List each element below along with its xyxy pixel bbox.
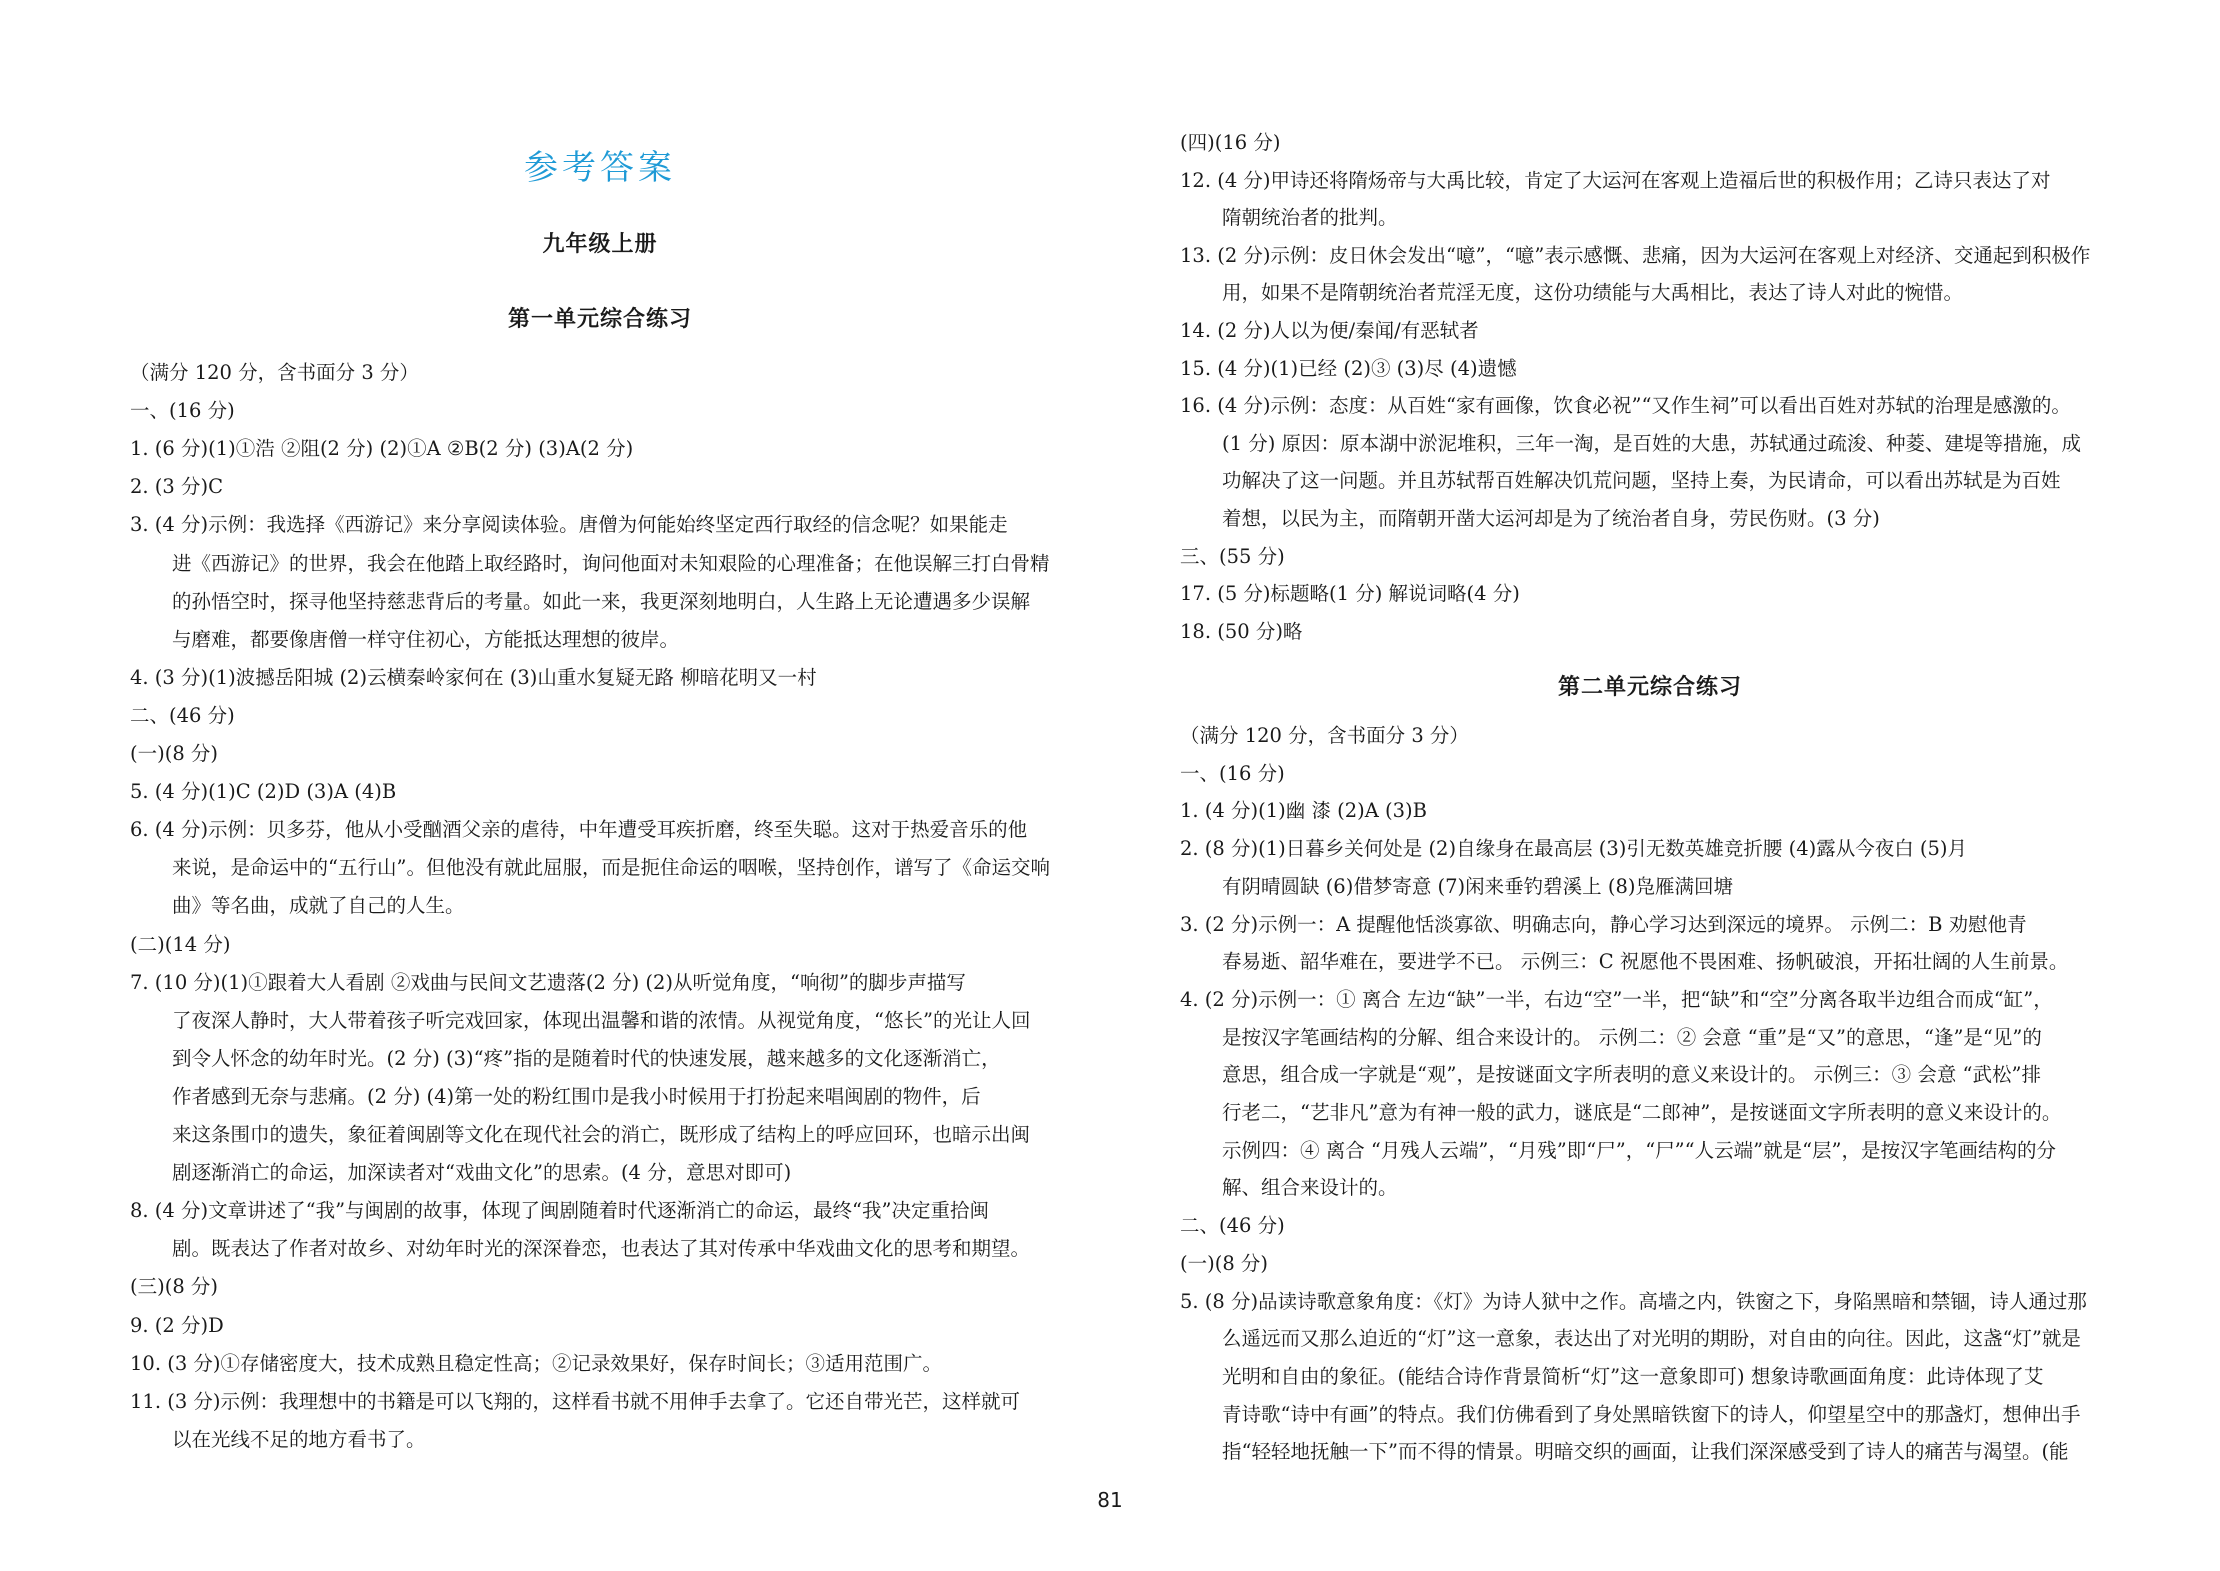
grade-title: 九年级上册 xyxy=(542,232,658,257)
answer-line: 作者感到无奈与悲痛。(2 分) (4)第一处的粉红围巾是我小时候用于打扮起来唱闽剧的物件，后 xyxy=(172,1084,981,1108)
answer-line: 3. (2 分)示例一：A 提醒他恬淡寡欲、明确志向，静心学习达到深远的境界。 示例二：B 劝慰他青 xyxy=(1180,912,2027,936)
answer-line: 行老二，“艺非凡”意为有神一般的武力，谜底是“二郎神”，是按谜面文字所表明的意义来设计的。 xyxy=(1222,1101,2062,1124)
answer-line: 功解决了这一问题。并且苏轼帮百姓解决饥荒问题，坚持上奏，为民请命，可以看出苏轼是为百姓 xyxy=(1222,469,2061,493)
answer-line: （满分 120 分，含书面分 3 分） xyxy=(1180,724,1469,747)
answer-line: 2. (3 分)C xyxy=(130,475,224,499)
answer-line: 17. (5 分)标题略(1 分) 解说词略(4 分) xyxy=(1180,582,1520,606)
answer-line: 5. (4 分)(1)C (2)D (3)A (4)B xyxy=(130,780,397,804)
answer-line: 示例四：④ 离合 “月残人云端”，“月残”即“尸”，“尸”“人云端”就是“层”，是按汉字笔画结构的分 xyxy=(1222,1138,2057,1162)
answer-line: 10. (3 分)①存储密度大，技术成熟且稳定性高；②记录效果好，保存时间长；③适用范围广。 xyxy=(130,1351,943,1375)
answer-line: 来这条围巾的遗失，象征着闽剧等文化在现代社会的消亡，既形成了结构上的呼应回环，也暗示出闽 xyxy=(172,1123,1031,1146)
answer-line: 以在光线不足的地方看书了。 xyxy=(172,1427,426,1451)
answer-line: 18. (50 分)略 xyxy=(1180,619,1303,643)
answer-line: (一)(8 分) xyxy=(1180,1251,1269,1275)
answer-line: 的孙悟空时，探寻他坚持慈悲背后的考量。如此一来，我更深刻地明白，人生路上无论遭遇多少误解 xyxy=(172,589,1031,613)
answer-line: 是按汉字笔画结构的分解、组合来设计的。 示例二：② 会意 “重”是“又”的意思，“逢”是“见”的 xyxy=(1222,1025,2042,1049)
answer-line: (四)(16 分) xyxy=(1180,131,1281,154)
answer-line: 解、组合来设计的。 xyxy=(1222,1176,1398,1200)
answer-line: 三、(55 分) xyxy=(1180,544,1285,568)
answer-line: 4. (2 分)示例一：① 离合 左边“缺”一半，右边“空”一半，把“缺”和“空”分离各取半边组合而成“缸”， xyxy=(1180,987,2053,1011)
answer-line: 剧。既表达了作者对故乡、对幼年时光的深深眷恋，也表达了其对传承中华戏曲文化的思考和期望。 xyxy=(172,1237,1031,1261)
answer-line: 意思，组合成一字就是“观”，是按谜面文字所表明的意义来设计的。 示例三：③ 会意 “武松”排 xyxy=(1222,1063,2041,1087)
answer-line: 与磨难，都要像唐僧一样守住初心，方能抵达理想的彼岸。 xyxy=(172,627,680,651)
answer-line: 2. (8 分)(1)日暮乡关何处是 (2)自缘身在最高层 (3)引无数英雄竞折腰 (4)露从今夜白 (5)月 xyxy=(1180,837,1968,861)
unit2-heading: 第二单元综合练习 xyxy=(1557,675,1742,700)
answer-line: 曲》等名曲，成就了自己的人生。 xyxy=(172,894,465,918)
answer-line: 光明和自由的象征。(能结合诗作背景简析“灯”这一意象即可) 想象诗歌画面角度：此诗体现了艾 xyxy=(1222,1364,2044,1388)
answer-line: (二)(14 分) xyxy=(130,932,231,956)
answer-line: 来说，是命运中的“五行山”。但他没有就此屈服，而是扼住命运的咽喉，坚持创作，谱写了《命运交响 xyxy=(172,856,1050,880)
answer-line: 4. (3 分)(1)波撼岳阳城 (2)云横秦岭家何在 (3)山重水复疑无路 柳暗花明又一村 xyxy=(130,665,817,689)
answer-line: 二、(46 分) xyxy=(130,703,235,727)
answer-line: 指“轻轻地抚触一下”而不得的情景。明暗交织的画面，让我们深深感受到了诗人的痛苦与渴望。(能 xyxy=(1222,1440,2069,1464)
answer-line: 8. (4 分)文章讲述了“我”与闽剧的故事，体现了闽剧随着时代逐渐消亡的命运，最终“我”决定重拾闽 xyxy=(130,1199,990,1223)
answer-line: 了夜深人静时，大人带着孩子听完戏回家，体现出温馨和谐的浓情。从视觉角度，“悠长”的光让人回 xyxy=(172,1008,1031,1032)
answer-line: 9. (2 分)D xyxy=(130,1313,224,1337)
answer-line: 进《西游记》的世界，我会在他踏上取经路时，询问他面对未知艰险的心理准备；在他误解三打白骨精 xyxy=(172,551,1050,575)
answer-line: 6. (4 分)示例：贝多芬，他从小受酗酒父亲的虐待，中年遭受耳疾折磨，终至失聪。这对于热爱音乐的他 xyxy=(130,818,1028,842)
answer-line: (1 分) 原因：原本湖中淤泥堆积，三年一淘，是百姓的大患，苏轼通过疏浚、种菱、建堤等措施，成 xyxy=(1222,431,2082,455)
answer-line: (三)(8 分) xyxy=(130,1275,219,1299)
answer-line: 春易逝、韶华难在，要进学不已。 示例三：C 祝愿他不畏困难、扬帆破浪，开拓壮阔的人生前景。 xyxy=(1222,950,2069,974)
answer-line: (一)(8 分) xyxy=(130,742,219,765)
answer-line: 3. (4 分)示例：我选择《西游记》来分享阅读体验。唐僧为何能始终坚定西行取经的信念呢？如果能走 xyxy=(130,513,1008,537)
answer-line: （满分 120 分，含书面分 3 分） xyxy=(130,361,419,384)
answer-line: 用，如果不是隋朝统治者荒淫无度，这份功绩能与大禹相比，表达了诗人对此的惋惜。 xyxy=(1222,281,1964,305)
unit1-heading: 第一单元综合练习 xyxy=(507,307,692,332)
answer-line: 13. (2 分)示例：皮日休会发出“噫”，“噫”表示感慨、悲痛，因为大运河在客观上对经济、交通起到积极作 xyxy=(1180,243,2091,267)
answer-line: 到令人怀念的幼年时光。(2 分) (3)“疼”指的是随着时代的快速发展，越来越多的文化逐渐消亡， xyxy=(172,1046,1001,1070)
answer-line: 7. (10 分)(1)①跟着大人看剧 ②戏曲与民间文艺遗落(2 分) (2)从听觉角度，“响彻”的脚步声描写 xyxy=(130,970,966,994)
answer-line: 16. (4 分)示例：态度：从百姓“家有画像，饮食必祝”“又作生祠”可以看出百姓对苏轼的治理是感激的。 xyxy=(1180,394,2071,418)
answer-line: 么遥远而又那么迫近的“灯”这一意象，表达出了对光明的期盼，对自由的向往。因此，这盏“灯”就是 xyxy=(1222,1327,2081,1351)
answer-line: 一、(16 分) xyxy=(1180,761,1285,785)
answer-line: 二、(46 分) xyxy=(1180,1214,1285,1238)
answer-line: 青诗歌“诗中有画”的特点。我们仿佛看到了身处黑暗铁窗下的诗人，仰望星空中的那盏灯，想伸出手 xyxy=(1222,1402,2081,1426)
answer-line: 14. (2 分)人以为便/秦闻/有恶轼者 xyxy=(1180,319,1479,342)
answer-line: 11. (3 分)示例：我理想中的书籍是可以飞翔的，这样看书就不用伸手去拿了。它还自带光芒，这样就可 xyxy=(130,1389,1021,1413)
answer-line: 1. (6 分)(1)①浩 ②阻(2 分) (2)①A ②B(2 分) (3)A(2 分) xyxy=(130,437,634,461)
answer-line: 有阴晴圆缺 (6)借梦寄意 (7)闲来垂钓碧溪上 (8)凫雁满回塘 xyxy=(1222,874,1733,898)
page-title: 参考答案 xyxy=(524,148,676,188)
answer-line: 15. (4 分)(1)已经 (2)③ (3)尽 (4)遗憾 xyxy=(1180,356,1517,380)
answer-line: 隋朝统治者的批判。 xyxy=(1222,206,1398,230)
answer-line: 一、(16 分) xyxy=(130,399,235,423)
answer-line: 着想，以民为主，而隋朝开凿大运河却是为了统治者自身，劳民伤财。(3 分) xyxy=(1222,507,1880,530)
page-number: 81 xyxy=(1097,1488,1123,1512)
answer-line: 剧逐渐消亡的命运，加深读者对“戏曲文化”的思索。(4 分，意思对即可) xyxy=(172,1161,792,1185)
answer-line: 5. (8 分)品读诗歌意象角度：《灯》为诗人狱中之作。高墙之内，铁窗之下，身陷黑暗和禁锢，诗人通过那 xyxy=(1180,1289,2087,1313)
answer-line: 12. (4 分)甲诗还将隋炀帝与大禹比较，肯定了大运河在客观上造福后世的积极作用；乙诗只表达了对 xyxy=(1180,168,2051,192)
answer-line: 1. (4 分)(1)幽 漆 (2)A (3)B xyxy=(1180,799,1427,823)
